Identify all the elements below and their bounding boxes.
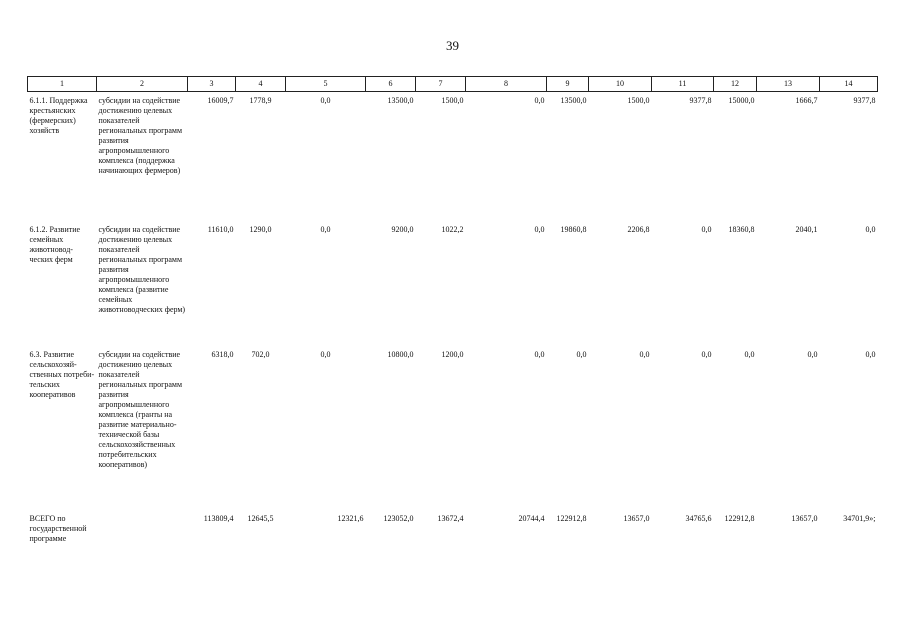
column-header: 6 <box>366 77 416 92</box>
row-description: субсидии на содействие достижению целевых показателей региональных программ развития агропромышленного комплекса (развитие семейных животноводческих ферм) <box>98 225 186 314</box>
value-cell: 0,0 <box>701 225 712 234</box>
value-cell: 9200,0 <box>391 225 414 234</box>
value-cell: 9377,8 <box>853 96 876 105</box>
total-row <box>28 510 878 554</box>
value-cell: 1022,2 <box>441 225 464 234</box>
value-cell: 10800,0 <box>387 350 414 359</box>
value-cell: 0,0 <box>576 350 587 359</box>
value-cell: 2206,8 <box>627 225 650 234</box>
column-header: 2 <box>97 77 188 92</box>
column-header: 3 <box>188 77 236 92</box>
total-label: ВСЕГО по государственной программе <box>29 514 87 543</box>
column-header: 1 <box>28 77 97 92</box>
value-cell: 12645,5 <box>247 514 274 523</box>
value-cell: 9377,8 <box>689 96 712 105</box>
value-cell: 12321,6 <box>337 514 364 523</box>
column-header: 7 <box>416 77 466 92</box>
row-description: субсидии на содействие достижению целевых показателей региональных программ развития агропромышленного комплекса (поддержка начинающих фермеров) <box>98 96 183 175</box>
value-cell: 1666,7 <box>795 96 818 105</box>
value-cell: 0,0 <box>744 350 755 359</box>
value-cell: 1778,9 <box>249 96 272 105</box>
value-cell: 18360,8 <box>728 225 755 234</box>
row-name: 6.3. Развитие сельскохозяй-ственных потреби-тельских кооперативов <box>29 350 95 399</box>
value-cell: 34765,6 <box>685 514 712 523</box>
value-cell: 122912,8 <box>556 514 587 523</box>
value-cell: 13657,0 <box>623 514 650 523</box>
value-cell: 34701,9»; <box>843 514 876 523</box>
value-cell: 20744,4 <box>518 514 545 523</box>
value-cell: 1500,0 <box>441 96 464 105</box>
table-row <box>28 92 878 222</box>
column-header: 13 <box>757 77 820 92</box>
value-cell: 0,0 <box>865 225 876 234</box>
value-cell: 13657,0 <box>791 514 818 523</box>
column-header: 9 <box>547 77 589 92</box>
value-cell: 123052,0 <box>383 514 414 523</box>
column-header: 10 <box>589 77 652 92</box>
page-number: 39 <box>446 38 459 53</box>
value-cell: 0,0 <box>701 350 712 359</box>
value-cell: 16009,7 <box>207 96 234 105</box>
row-description: субсидии на содействие достижению целевых показателей региональных программ развития агропромышленного комплекса (гранты на развитие материально-технической базы сельскохозяйственных потребительских кооперативов) <box>98 350 183 469</box>
column-header: 5 <box>286 77 366 92</box>
row-name: 6.1.1. Поддержка крестьянских (фермерских) хозяйств <box>29 96 88 135</box>
value-cell: 6318,0 <box>211 350 234 359</box>
value-cell: 13672,4 <box>437 514 464 523</box>
column-header: 4 <box>236 77 286 92</box>
row-name: 6.1.2. Развитие семейных животновод-ческих ферм <box>29 225 81 264</box>
value-cell: 15000,0 <box>728 96 755 105</box>
value-cell: 0,0 <box>320 350 331 359</box>
value-cell: 0,0 <box>320 96 331 105</box>
value-cell: 702,0 <box>251 350 270 359</box>
value-cell: 0,0 <box>639 350 650 359</box>
value-cell: 2040,1 <box>795 225 818 234</box>
value-cell: 0,0 <box>534 225 545 234</box>
value-cell: 0,0 <box>534 96 545 105</box>
column-header: 12 <box>714 77 757 92</box>
value-cell: 11610,0 <box>207 225 234 234</box>
budget-table <box>27 76 878 554</box>
value-cell: 0,0 <box>865 350 876 359</box>
value-cell: 113809,4 <box>203 514 234 523</box>
column-header: 8 <box>466 77 547 92</box>
table-row <box>28 346 878 510</box>
value-cell: 122912,8 <box>724 514 755 523</box>
value-cell: 1290,0 <box>249 225 272 234</box>
header-row <box>28 77 878 92</box>
value-cell: 0,0 <box>320 225 331 234</box>
table-row <box>28 221 878 346</box>
value-cell: 19860,8 <box>560 225 587 234</box>
value-cell: 0,0 <box>807 350 818 359</box>
column-header: 14 <box>820 77 878 92</box>
value-cell: 13500,0 <box>560 96 587 105</box>
value-cell: 0,0 <box>534 350 545 359</box>
row-description <box>97 510 188 554</box>
value-cell: 1500,0 <box>627 96 650 105</box>
value-cell: 13500,0 <box>387 96 414 105</box>
value-cell: 1200,0 <box>441 350 464 359</box>
column-header: 11 <box>652 77 714 92</box>
